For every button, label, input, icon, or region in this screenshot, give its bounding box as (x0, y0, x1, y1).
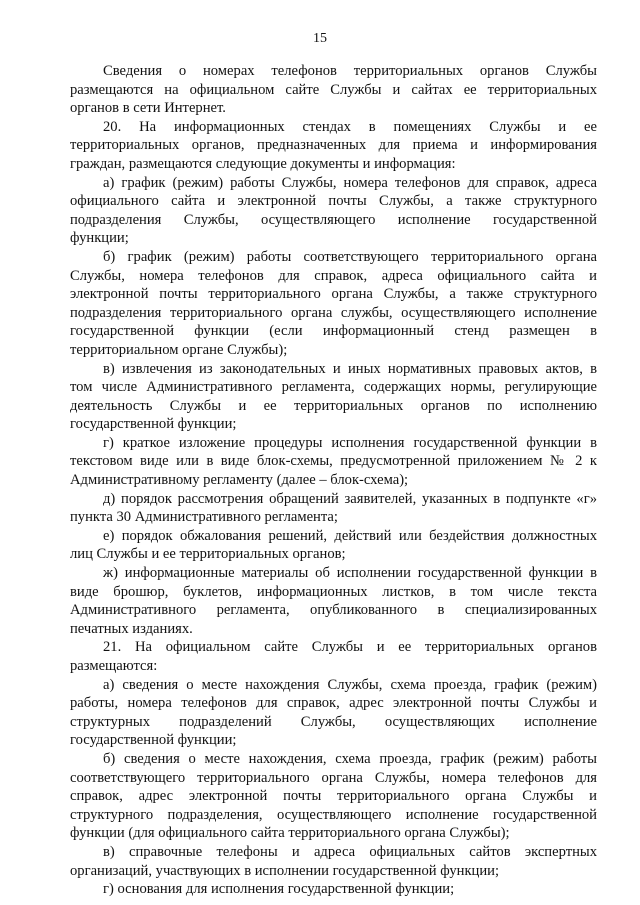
paragraph-line: текстовом виде или в виде блок-схемы, предусмотренной приложением № 2 к (70, 453, 597, 470)
paragraph-line: в) справочные телефоны и адреса официальных сайтов экспертных (103, 843, 597, 860)
paragraph-line: г) основания для исполнения государственной функции; (103, 881, 455, 898)
paragraph-line: том числе Административного регламента, содержащих нормы, регулирующие (70, 379, 597, 396)
paragraph-line: территориальном органе Службы); (70, 341, 288, 358)
paragraph-line: электронной почты территориального органа Службы, а также структурного (70, 286, 597, 303)
paragraph (70, 880, 597, 899)
paragraph-line: лиц Службы и ее территориальных органов; (70, 546, 346, 563)
paragraph-line: б) график (режим) работы соответствующего территориального органа (103, 248, 597, 265)
document-body (70, 62, 597, 899)
paragraph-line: в) извлечения из законодательных и иных нормативных правовых актов, в (103, 360, 597, 377)
paragraph-line: размещаются: (70, 658, 158, 674)
paragraph-line: государственной функции; (70, 732, 237, 749)
paragraph-line: организаций, участвующих в исполнении государственной функции; (70, 862, 500, 879)
paragraph-line: подразделения территориального органа службы, осуществляющего исполнение (70, 304, 597, 321)
paragraph-line: Административному регламенту (далее – блок-схема); (70, 472, 409, 489)
paragraph (70, 248, 597, 360)
paragraph-line: государственной функции; (70, 416, 237, 433)
paragraph-line: д) порядок рассмотрения обращений заявителей, указанных в подпункте «г» (103, 490, 597, 507)
paragraph-line: соответствующего территориального органа Службы, номера телефонов для (70, 769, 597, 786)
paragraph-line: официального сайта и электронной почты Службы, а также структурного (70, 193, 597, 210)
paragraph-line: работы, номера телефонов для справок, адрес электронной почты Службы и (70, 695, 597, 712)
paragraph-line: органов в сети Интернет. (70, 100, 226, 117)
paragraph (70, 360, 597, 434)
paragraph-line: виде брошюр, буклетов, информационных листков, в том числе текста (70, 583, 597, 600)
paragraph-line: размещаются на официальном сайте Службы и сайтах ее территориальных (70, 81, 597, 98)
paragraph-line: 20. На информационных стендах в помещениях Службы и ее (103, 118, 597, 135)
paragraph (70, 843, 597, 880)
paragraph-line: функции; (70, 230, 129, 247)
paragraph-line: Административного регламента, опубликованного в специализированных (70, 602, 597, 619)
page-number: 15 (313, 31, 327, 46)
paragraph-line: ж) информационные материалы об исполнении государственной функции в (103, 565, 597, 582)
paragraph-line: 21. На официальном сайте Службы и ее территориальных органов (103, 639, 597, 656)
paragraph-line: пункта 30 Административного регламента; (70, 509, 338, 526)
paragraph-line: деятельность Службы и ее территориальных органов по исполнению (70, 397, 597, 414)
paragraph-line: государственной функции (если информационный стенд размещен в (70, 323, 597, 340)
paragraph (70, 676, 597, 750)
paragraph-line: территориальных органов, предназначенных для приема и информирования (70, 137, 597, 154)
paragraph-line: Сведения о номерах телефонов территориальных органов Службы (103, 63, 597, 79)
paragraph-line: г) краткое изложение процедуры исполнения государственной функции в (103, 434, 597, 451)
paragraph-line: а) сведения о месте нахождения Службы, схема проезда, график (режим) (103, 676, 597, 693)
paragraph-line: справок, адрес электронной почты территориального органа Службы и (70, 788, 597, 805)
paragraph (70, 434, 597, 490)
paragraph (70, 490, 597, 527)
paragraph-line: е) порядок обжалования решений, действий или бездействия должностных (103, 527, 597, 544)
paragraph (70, 62, 597, 118)
paragraph-line: б) сведения о месте нахождения, схема проезда, график (режим) работы (103, 750, 597, 767)
paragraph-line: граждан, размещаются следующие документы и информация: (70, 155, 456, 172)
paragraph-line: структурного подразделения, осуществляющего исполнение государственной (70, 806, 597, 823)
paragraph (70, 527, 597, 564)
paragraph-line: подразделения Службы, осуществляющего исполнение государственной (70, 211, 597, 228)
paragraph-line: структурных подразделений Службы, осуществляющих исполнение (70, 713, 597, 730)
paragraph-line: Службы, номера телефонов для справок, адреса официального сайта и (70, 267, 597, 284)
paragraph (70, 638, 597, 675)
paragraph-line: печатных изданиях. (70, 620, 193, 637)
paragraph (70, 118, 597, 174)
paragraph (70, 564, 597, 638)
paragraph-line: функции (для официального сайта территориального органа Службы); (70, 825, 510, 842)
paragraph-line: а) график (режим) работы Службы, номера телефонов для справок, адреса (103, 174, 597, 191)
paragraph (70, 174, 597, 248)
paragraph (70, 750, 597, 843)
